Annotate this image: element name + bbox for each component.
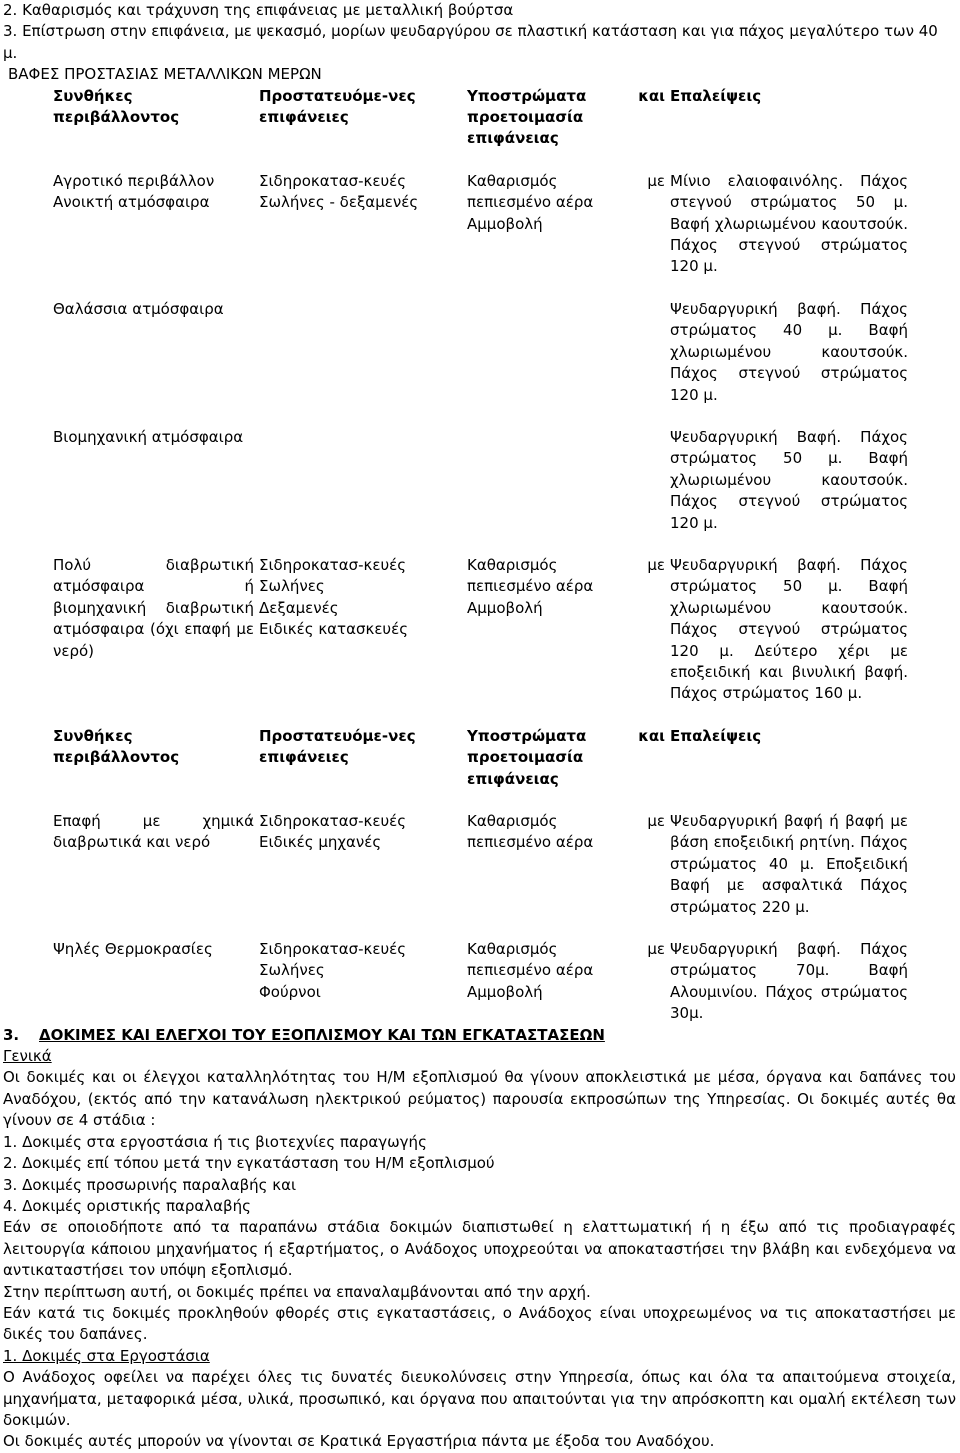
table-row <box>50 939 910 1025</box>
intro-step-2: 2. Καθαρισμός και τράχυνση της επιφάνειας με μεταλλική βούρτσα <box>3 1 514 19</box>
paragraph: Εάν σε οποιοδήποτε από τα παραπάνω στάδια δοκιμών διαπιστωθεί η ελαττωματική ή η έξω από τις προδιαγραφές λειτουργία κάποιου μηχανήματος ή εξαρτήματος, ο Ανάδοχος υποχρεούται να αποκαταστήσει την βλάβη και ενδεχόμενα να αντικαταστήσει τον υπόψη εξοπλισμό. <box>3 1218 956 1280</box>
table-row <box>50 427 910 555</box>
header-coatings: Επαλείψεις <box>670 86 762 105</box>
coating-cell: Μίνιο ελαιοφαινόλης. Πάχος στεγνού στρώματος 50 μ. Βαφή χλωριωμένου καουτσούκ. Πάχος στεγνού στρώματος 120 μ. <box>670 171 908 276</box>
env-cell: Ψηλές Θερμοκρασίες <box>53 940 213 959</box>
surfaces-cell: Σιδηροκατασ-κευές Ειδικές μηχανές <box>259 812 407 852</box>
header-environment: Συνθήκες περιβάλλοντος <box>53 726 180 767</box>
env-cell: Πολύ διαβρωτική ατμόσφαιρα ή βιομηχανική διαβρωτική ατμόσφαιρα (όχι επαφή με νερό) <box>53 555 254 660</box>
surfaces-cell <box>256 427 464 555</box>
surfaces-cell <box>256 299 464 427</box>
stage-item: 3. Δοκιμές προσωρινής παραλαβής και <box>3 1175 297 1194</box>
table-row <box>50 299 910 427</box>
env-cell: Επαφή με χημικά διαβρωτικά και νερό <box>53 812 254 852</box>
prep-cell: Καθαρισμός με πεπιεσμένο αέρα Αμμοβολή <box>467 171 665 233</box>
paragraph: Οι δοκιμές και οι έλεγχοι καταλληλότητας του Η/Μ εξοπλισμού θα γίνουν αποκλειστικά με μέσα, όργανα και δαπάνες του Αναδόχου, (εκτός από την κατανάλωση ηλεκτρικού ρεύματος) παρουσία εκπροσώπων της Υπηρεσίας. Οι δοκιμές αυτές θα γίνουν σε 4 στάδια : <box>3 1068 956 1130</box>
surfaces-cell: Σιδηροκατασ-κευές Σωλήνες - δεξαμενές <box>259 171 419 212</box>
surfaces-cell: Σιδηροκατασ-κευές Σωλήνες Φούρνοι <box>259 940 407 1001</box>
coating-cell: Ψευδαργυρική βαφή. Πάχος στρώματος 50 μ. Βαφή χλωριωμένου καουτσούκ. Πάχος στεγνού στρώματος 120 μ. Δεύτερο χέρι με εποξειδική και βινυλική βαφή. Πάχος στρώματος 160 μ. <box>670 555 908 703</box>
table-row <box>50 171 910 299</box>
coating-table-wrapper <box>50 86 910 1025</box>
prep-cell: Καθαρισμός με πεπιεσμένο αέρα <box>467 812 665 852</box>
env-cell: Αγροτικό περιβάλλον Ανοικτή ατμόσφαιρα <box>53 171 215 212</box>
coating-cell: Ψευδαργυρική βαφή ή βαφή με βάση εποξειδική ρητίνη. Πάχος στρώματος 40 μ. Εποξειδική Βαφή με ασφαλτικά Πάχος στρώματος 220 μ. <box>670 812 908 916</box>
coating-cell: Ψευδαργυρική βαφή. Πάχος στρώματος 40 μ. Βαφή χλωριωμένου καουτσούκ. Πάχος στεγνού στρώματος 120 μ. <box>670 299 908 404</box>
paint-section-title: ΒΑΦΕΣ ΠΡΟΣΤΑΣΙΑΣ ΜΕΤΑΛΛΙΚΩΝ ΜΕΡΩΝ <box>8 65 322 84</box>
prep-cell: Καθαρισμός με πεπιεσμένο αέρα Αμμοβολή <box>467 940 665 1001</box>
paragraph: Στην περίπτωση αυτή, οι δοκιμές πρέπει να επαναλαμβάνονται από την αρχή. <box>3 1282 591 1301</box>
intro-step-3: 3. Επίστρωση στην επιφάνεια, με ψεκασμό, μορίων ψευδαργύρου σε πλαστική κατάσταση και για πάχος μεγαλύτερο των 40 μ. <box>3 22 938 62</box>
prep-cell: Καθαρισμός με πεπιεσμένο αέρα Αμμοβολή <box>467 555 665 617</box>
env-cell: Θαλάσσια ατμόσφαιρα <box>53 299 224 318</box>
stage-item: 4. Δοκιμές οριστικής παραλαβής <box>3 1196 251 1215</box>
paragraph: Οι δοκιμές αυτές μπορούν να γίνονται σε Κρατικά Εργαστήρια πάντα με έξοδα του Αναδόχου. <box>3 1432 715 1451</box>
stage-item: 1. Δοκιμές στα εργοστάσια ή τις βιοτεχνίες παραγωγής <box>3 1132 427 1151</box>
header-surfaces: Προστατευόμε-νες επιφάνειες <box>259 726 416 767</box>
header-preparation: Υποστρώματα και προετοιμασία επιφάνειας <box>467 726 665 788</box>
intro-block <box>0 0 960 64</box>
section-body <box>0 1046 960 1453</box>
coating-table <box>50 86 910 1025</box>
general-heading: Γενικά <box>3 1047 52 1066</box>
stage-item: 2. Δοκιμές επί τόπου μετά την εγκατάσταση του Η/Μ εξοπλισμού <box>3 1154 495 1173</box>
table-row <box>50 555 910 726</box>
coating-cell: Ψευδαργυρική Βαφή. Πάχος στρώματος 50 μ. Βαφή χλωριωμένου καουτσούκ. Πάχος στεγνού στρώματος 120 μ. <box>670 427 908 532</box>
env-cell: Βιομηχανική ατμόσφαιρα <box>53 427 244 446</box>
header-surfaces: Προστατευόμε-νες επιφάνειες <box>259 86 416 127</box>
header-preparation: Υποστρώματα και προετοιμασία επιφάνειας <box>467 86 665 148</box>
surfaces-cell: Σιδηροκατασ-κευές Σωλήνες Δεξαμενές Ειδικές κατασκευές <box>259 555 409 639</box>
prep-cell <box>464 427 667 555</box>
table-header-row <box>50 86 910 171</box>
subsection-heading: 1. Δοκιμές στα Εργοστάσια <box>3 1346 210 1365</box>
table-row <box>50 811 910 939</box>
section-heading <box>0 1025 960 1046</box>
table-header-row <box>50 726 910 811</box>
prep-cell <box>464 299 667 427</box>
section-number: 3. <box>3 1025 20 1044</box>
section-title: ΔΟΚΙΜΕΣ ΚΑΙ ΕΛΕΓΧΟΙ ΤΟΥ ΕΞΟΠΛΙΣΜΟΥ ΚΑΙ ΤΩΝ ΕΓΚΑΤΑΣΤΑΣΕΩΝ <box>39 1025 605 1044</box>
coating-cell: Ψευδαργυρική βαφή. Πάχος στρώματος 70μ. Βαφή Αλουμινίου. Πάχος στρώματος 30μ. <box>670 940 908 1023</box>
paragraph: Ο Ανάδοχος οφείλει να παρέχει όλες τις δυνατές διευκολύνσεις στην Υπηρεσία, όπως και όλα τα απαιτούμενα στοιχεία, μηχανήματα, μεταφορικά μέσα, υλικά, προσωπικό, και όργανα που απαιτούνται για την απρόσκοπτη και ομαλή εκτέλεση των δοκιμών. <box>3 1368 956 1429</box>
header-environment: Συνθήκες περιβάλλοντος <box>53 86 180 127</box>
paragraph: Εάν κατά τις δοκιμές προκληθούν φθορές στις εγκαταστάσεις, ο Ανάδοχος είναι υποχρεωμένος να τις αποκαταστήσει με δικές του δαπάνες. <box>3 1303 956 1344</box>
header-coatings: Επαλείψεις <box>670 726 762 745</box>
